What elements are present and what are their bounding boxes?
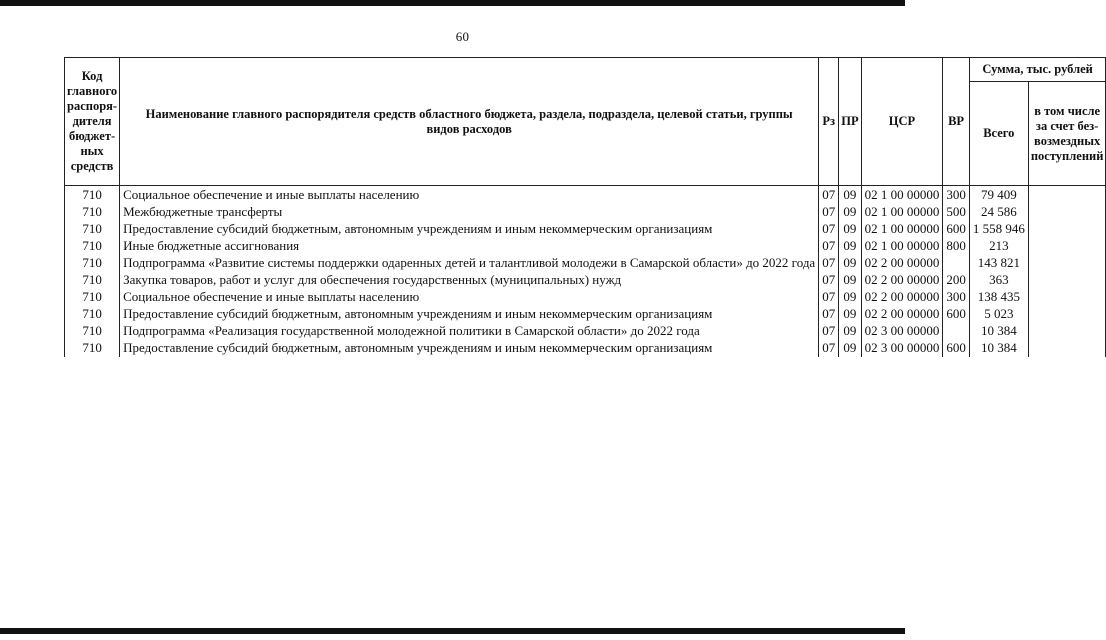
cell-rz: 07 bbox=[819, 289, 839, 306]
cell-code: 710 bbox=[65, 306, 120, 323]
cell-including bbox=[1028, 221, 1106, 238]
cell-total: 138 435 bbox=[969, 289, 1028, 306]
table-row bbox=[65, 306, 1106, 323]
cell-including bbox=[1028, 204, 1106, 221]
cell-rz: 07 bbox=[819, 204, 839, 221]
cell-code: 710 bbox=[65, 340, 120, 357]
table-row bbox=[65, 272, 1106, 289]
cell-name: Межбюджетные трансферты bbox=[120, 204, 819, 221]
cell-pr: 09 bbox=[839, 186, 861, 205]
cell-rz: 07 bbox=[819, 272, 839, 289]
cell-code: 710 bbox=[65, 221, 120, 238]
cell-rz: 07 bbox=[819, 306, 839, 323]
cell-csr: 02 2 00 00000 bbox=[861, 306, 943, 323]
cell-name: Социальное обеспечение и иные выплаты населению bbox=[120, 186, 819, 205]
cell-total: 79 409 bbox=[969, 186, 1028, 205]
scan-bottom-edge bbox=[0, 628, 905, 634]
scan-top-edge bbox=[0, 0, 905, 6]
cell-pr: 09 bbox=[839, 238, 861, 255]
cell-name: Социальное обеспечение и иные выплаты населению bbox=[120, 289, 819, 306]
header-code: Код главного распоря-дителя бюджет-ных средств bbox=[65, 58, 120, 186]
cell-including bbox=[1028, 186, 1106, 205]
cell-including bbox=[1028, 306, 1106, 323]
table-row bbox=[65, 221, 1106, 238]
header-vr: ВР bbox=[943, 58, 970, 186]
cell-csr: 02 1 00 00000 bbox=[861, 221, 943, 238]
cell-rz: 07 bbox=[819, 255, 839, 272]
cell-name: Закупка товаров, работ и услуг для обеспечения государственных (муниципальных) нужд bbox=[120, 272, 819, 289]
header-csr: ЦСР bbox=[861, 58, 943, 186]
table-row bbox=[65, 340, 1106, 357]
header-sum-group: Сумма, тыс. рублей bbox=[969, 58, 1106, 82]
cell-name: Подпрограмма «Развитие системы поддержки одаренных детей и талантливой молодежи в Самарской области» до 2022 года bbox=[120, 255, 819, 272]
cell-code: 710 bbox=[65, 323, 120, 340]
cell-name: Иные бюджетные ассигнования bbox=[120, 238, 819, 255]
page-number: 60 bbox=[455, 29, 470, 44]
header-rz: Рз bbox=[819, 58, 839, 186]
header-name: Наименование главного распорядителя средств областного бюджета, раздела, подраздела, целевой статьи, группы видов расходов bbox=[120, 58, 819, 186]
cell-total: 10 384 bbox=[969, 340, 1028, 357]
header-total: Всего bbox=[969, 82, 1028, 186]
cell-including bbox=[1028, 340, 1106, 357]
cell-total: 5 023 bbox=[969, 306, 1028, 323]
cell-vr: 300 bbox=[943, 186, 970, 205]
table-row bbox=[65, 238, 1106, 255]
cell-name: Подпрограмма «Реализация государственной молодежной политики в Самарской области» до 2022 года bbox=[120, 323, 819, 340]
table-row bbox=[65, 186, 1106, 205]
cell-vr: 300 bbox=[943, 289, 970, 306]
budget-table bbox=[64, 57, 1106, 357]
cell-csr: 02 3 00 00000 bbox=[861, 323, 943, 340]
cell-vr: 500 bbox=[943, 204, 970, 221]
cell-vr: 600 bbox=[943, 306, 970, 323]
header-including: в том числе за счет без-возмездных поступлений bbox=[1028, 82, 1106, 186]
cell-total: 363 bbox=[969, 272, 1028, 289]
cell-code: 710 bbox=[65, 255, 120, 272]
cell-including bbox=[1028, 255, 1106, 272]
cell-pr: 09 bbox=[839, 255, 861, 272]
cell-csr: 02 2 00 00000 bbox=[861, 289, 943, 306]
cell-total: 213 bbox=[969, 238, 1028, 255]
cell-pr: 09 bbox=[839, 272, 861, 289]
table-row bbox=[65, 204, 1106, 221]
cell-name: Предоставление субсидий бюджетным, автономным учреждениям и иным некоммерческим организациям bbox=[120, 306, 819, 323]
cell-pr: 09 bbox=[839, 323, 861, 340]
cell-csr: 02 1 00 00000 bbox=[861, 186, 943, 205]
cell-total: 1 558 946 bbox=[969, 221, 1028, 238]
table-body bbox=[65, 186, 1106, 358]
table-row bbox=[65, 255, 1106, 272]
cell-code: 710 bbox=[65, 272, 120, 289]
cell-csr: 02 2 00 00000 bbox=[861, 272, 943, 289]
cell-including bbox=[1028, 289, 1106, 306]
cell-including bbox=[1028, 323, 1106, 340]
cell-including bbox=[1028, 272, 1106, 289]
cell-code: 710 bbox=[65, 186, 120, 205]
cell-total: 10 384 bbox=[969, 323, 1028, 340]
cell-rz: 07 bbox=[819, 238, 839, 255]
cell-rz: 07 bbox=[819, 340, 839, 357]
cell-pr: 09 bbox=[839, 306, 861, 323]
cell-total: 24 586 bbox=[969, 204, 1028, 221]
cell-vr bbox=[943, 323, 970, 340]
cell-csr: 02 1 00 00000 bbox=[861, 238, 943, 255]
cell-pr: 09 bbox=[839, 221, 861, 238]
cell-vr: 600 bbox=[943, 340, 970, 357]
cell-rz: 07 bbox=[819, 186, 839, 205]
cell-pr: 09 bbox=[839, 289, 861, 306]
cell-code: 710 bbox=[65, 238, 120, 255]
header-pr: ПР bbox=[839, 58, 861, 186]
cell-vr: 800 bbox=[943, 238, 970, 255]
cell-rz: 07 bbox=[819, 221, 839, 238]
table-row bbox=[65, 323, 1106, 340]
cell-including bbox=[1028, 238, 1106, 255]
cell-csr: 02 2 00 00000 bbox=[861, 255, 943, 272]
cell-pr: 09 bbox=[839, 340, 861, 357]
cell-total: 143 821 bbox=[969, 255, 1028, 272]
cell-csr: 02 1 00 00000 bbox=[861, 204, 943, 221]
cell-code: 710 bbox=[65, 204, 120, 221]
cell-code: 710 bbox=[65, 289, 120, 306]
table-row bbox=[65, 289, 1106, 306]
cell-rz: 07 bbox=[819, 323, 839, 340]
cell-pr: 09 bbox=[839, 204, 861, 221]
cell-name: Предоставление субсидий бюджетным, автономным учреждениям и иным некоммерческим организациям bbox=[120, 221, 819, 238]
cell-vr bbox=[943, 255, 970, 272]
cell-name: Предоставление субсидий бюджетным, автономным учреждениям и иным некоммерческим организациям bbox=[120, 340, 819, 357]
cell-csr: 02 3 00 00000 bbox=[861, 340, 943, 357]
cell-vr: 600 bbox=[943, 221, 970, 238]
cell-vr: 200 bbox=[943, 272, 970, 289]
